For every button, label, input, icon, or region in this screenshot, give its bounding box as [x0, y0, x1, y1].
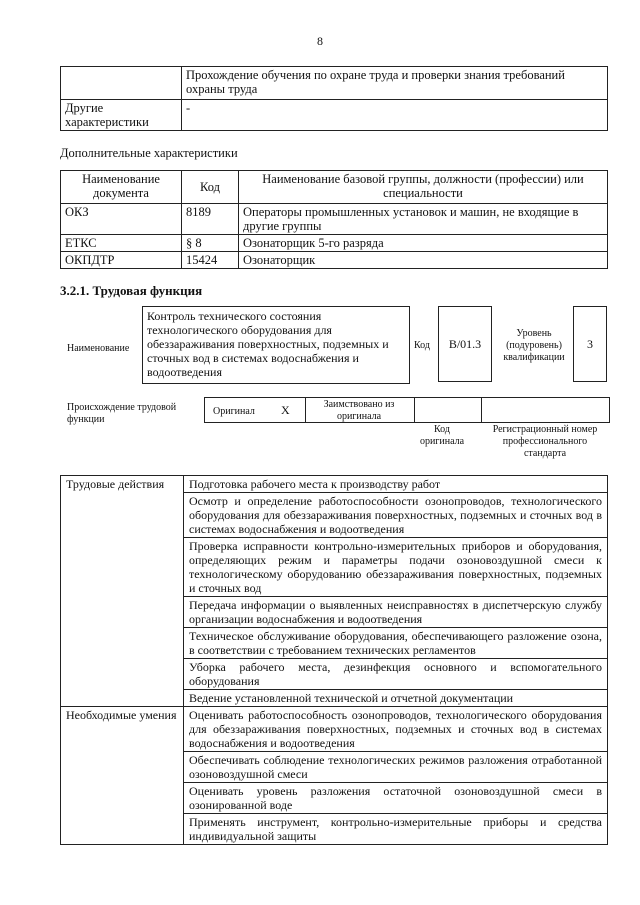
- add-row-code: § 8: [182, 235, 239, 252]
- action-item: Техническое обслуживание оборудования, обеспечивающего разложение озона, в соответствии с требованием технических регламентов: [184, 628, 608, 659]
- skills-label: Необходимые умения: [61, 707, 184, 845]
- skill-item: Оценивать работоспособность озонопроводов, технологического оборудования для обеззараживания поверхностных, подземных и сточных вод в системах водоснабжения и водоотведения: [184, 707, 608, 752]
- add-row-name: Операторы промышленных установок и машин, не входящие в другие группы: [239, 204, 608, 235]
- original-mark: X: [281, 403, 290, 417]
- section-heading: 3.2.1. Трудовая функция: [60, 283, 203, 298]
- top-table: [60, 66, 608, 131]
- original-label: Оригинал: [213, 406, 255, 417]
- other-characteristics-value: -: [182, 100, 608, 131]
- add-row-doc: ЕТКС: [61, 235, 182, 252]
- origin-label: Происхождение трудовой функции: [67, 402, 177, 425]
- action-item: Проверка исправности контрольно-измерительных приборов и оборудования, определяющих режим и параметры подачи озоновоздушной смеси к технологическому оборудованию обеззараживания поверхностных, подземных и сточных вод: [184, 538, 608, 597]
- action-item: Подготовка рабочего места к производству работ: [184, 476, 608, 493]
- skill-item: Оценивать уровень разложения остаточной озоновоздушной смеси в озонированной воде: [184, 783, 608, 814]
- additional-heading: Дополнительные характеристики: [60, 146, 238, 160]
- add-row-doc: ОКПДТР: [61, 252, 182, 269]
- function-code-value: В/01.3: [438, 306, 492, 382]
- code-caption: Код оригинала: [419, 424, 465, 447]
- action-item: Осмотр и определение работоспособности озонопроводов, технологического оборудования для обеззараживания поверхностных, подземных и сточных вод в системах водоснабжения и водоотведения: [184, 493, 608, 538]
- function-name-label: Наименование: [67, 343, 130, 354]
- add-row-code: 15424: [182, 252, 239, 269]
- function-level-value: 3: [573, 306, 607, 382]
- reg-caption: Регистрационный номер профессионального стандарта: [492, 424, 598, 459]
- add-header-code: Код: [182, 171, 239, 204]
- other-characteristics-label: Другие характеристики: [61, 100, 182, 131]
- action-item: Уборка рабочего места, дезинфекция основного и вспомогательного оборудования: [184, 659, 608, 690]
- function-code-label: Код: [414, 340, 430, 351]
- borrowed-label: Заимствовано из оригинала: [323, 399, 395, 422]
- add-header-doc: Наименование документа: [61, 171, 182, 204]
- add-row-name: Озонаторщик: [239, 252, 608, 269]
- skill-item: Обеспечивать соблюдение технологических режимов разложения отработанной озоновоздушной смеси: [184, 752, 608, 783]
- additional-table: [60, 170, 608, 269]
- add-row-code: 8189: [182, 204, 239, 235]
- action-item: Передача информации о выявленных неисправностях в диспетчерскую службу организации водоснабжения и водоотведения: [184, 597, 608, 628]
- function-name-value: Контроль технического состояния технологического оборудования для обеззараживания поверхностных, подземных и сточных вод в системах водоснабжения и водоотведения: [142, 306, 410, 384]
- add-row-doc: ОКЗ: [61, 204, 182, 235]
- function-level-label: Уровень (подуровень) квалификации: [503, 328, 565, 363]
- add-row-name: Озонаторщик 5-го разряда: [239, 235, 608, 252]
- top-table-row1: Прохождение обучения по охране труда и проверки знания требований охраны труда: [182, 67, 608, 100]
- skill-item: Применять инструмент, контрольно-измерительные приборы и средства индивидуальной защиты: [184, 814, 608, 845]
- actions-label: Трудовые действия: [61, 476, 184, 707]
- add-header-name: Наименование базовой группы, должности (профессии) или специальности: [239, 171, 608, 204]
- action-item: Ведение установленной технической и отчетной документации: [184, 690, 608, 707]
- origin-box: [204, 397, 610, 423]
- page-number: 8: [317, 34, 323, 48]
- main-table: [60, 475, 608, 845]
